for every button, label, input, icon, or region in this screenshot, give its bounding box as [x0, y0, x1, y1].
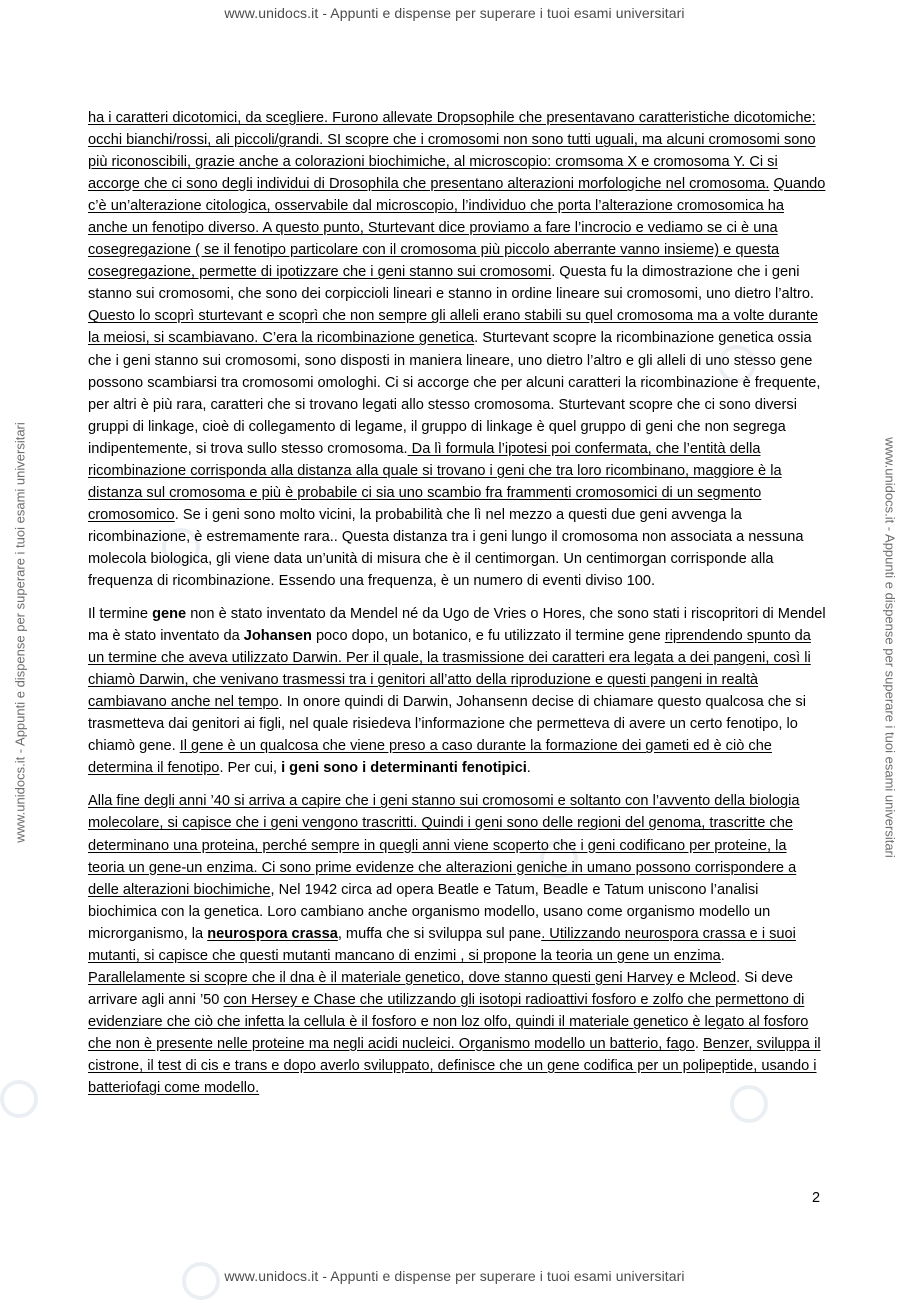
underlined-text: . Utilizzando neurospora crassa e i suoi mutanti, si capisce che questi mutanti mancano di enzimi , si propone la teoria un gene un enzima: [88, 925, 796, 964]
watermark-right: www.unidocs.it - Appunti e dispense per superare i tuoi esami universitari: [882, 437, 898, 858]
text-run: non è stato inventato da Mendel né da Ugo de Vries o Hores, che sono stati i riscopritori di Mendel ma è stato inventato da: [88, 606, 826, 645]
underlined-text: Alla fine degli anni ’40 si arriva a capire che i geni stanno sui cromosomi e soltanto con l’avvento della biologia molecolare, si capisce che i geni vengono trascritti. Quindi i geni sono delle regioni del genoma, trascritte che determinano una proteina, perché sempre in quegli anni viene scoperto che i geni codificano per proteine, la teoria un gene-un enzima. Ci sono prime evidenze che alterazioni geniche in umano possono corrispondere a delle alterazioni biochimiche: [88, 793, 800, 898]
text-run: , muffa che si sviluppa sul pane: [337, 925, 542, 942]
underlined-text: Benzer, sviluppa il cistrone, il test di cis e trans e dopo averlo sviluppato, definisce che un gene codifica per un polipeptide, usando i batteriofagi come modello.: [88, 1035, 821, 1097]
text-run: .: [694, 1035, 703, 1052]
text-run: , Nel 1942 circa ad opera Beatle e Tatum, Beadle e Tatum uniscono l’analisi biochimica con la genetica. Loro cambiano anche organismo modello, usano come organismo modello un microrganismo, la: [88, 881, 771, 942]
text-run: . Sturtevant scopre la ricombinazione genetica ossia che i geni stanno sui cromosomi, sono disposti in maniera lineare, uno dietro l’altro e gli alleli di uno stesso gene possono scambiarsi tra cromosomi omologhi. Ci si accorge che per alcuni caratteri la ricombinazione è frequente, per altri è più rara, caratteri che si trovano legati allo stesso cromosoma. Sturtevant scopre che ci sono diversi gruppi di linkage, cioè di collegamento di legame, il gruppo di linkage è quel gruppo di geni che non segrega indipentemente, si trova sullo stesso cromosoma.: [88, 330, 821, 457]
underlined-text: riprendendo spunto da un termine che aveva utilizzato Darwin. Per il quale, la trasmissione dei caratteri era legata a dei pangeni, così li chiamò Darwin, che venivano trasmessi tra i genitori all’atto della riproduzione e questi pangeni in realtà cambiavano anche nel tempo: [88, 628, 811, 711]
watermark-left: www.unidocs.it - Appunti e dispense per superare i tuoi esami universitari: [12, 422, 28, 843]
watermark-logo-icon: [0, 1080, 38, 1118]
watermark-bottom: www.unidocs.it - Appunti e dispense per superare i tuoi esami universitari: [224, 1268, 685, 1284]
underlined-text: Quando c’è un’alterazione citologica, osservabile dal microscopio, l’individuo che porta l’alterazione cromosomica ha anche un fenotipo diverso. A questo punto, Sturtevant dice proviamo a fare l’incrocio e vediamo se ci è una cosegregazione ( se il fenotipo particolare con il cromosoma più piccolo aberrante vanno insieme) e questa cosegregazione, permette di ipotizzare che i geni stanno sui cromosomi: [88, 176, 826, 281]
bold-text: gene: [152, 606, 187, 623]
paragraph: [88, 603, 826, 779]
text-run: . Questa fu la dimostrazione che i geni stanno sui cromosomi, che sono dei corpiccioli lineari e stanno in ordine lineare sui cromosomi, uno dietro l’altro.: [88, 264, 814, 303]
text-run: poco dopo, un botanico, e fu utilizzato il termine gene: [311, 628, 665, 645]
bold-text: Johansen: [243, 628, 312, 645]
bold-text: i geni sono i determinanti fenotipici: [281, 760, 527, 777]
paragraph: [88, 790, 826, 1099]
text-run: . Per cui,: [219, 760, 282, 777]
underlined-text: Parallelamente si scopre che il dna è il materiale genetico, dove stanno questi geni Harvey e Mcleod: [88, 969, 737, 986]
underlined-text: neurospora crassa: [207, 925, 338, 942]
text-run: . In onore quindi di Darwin, Johansenn decise di chiamare questo qualcosa che si trasmetteva dai genitori ai figli, nel quale risiedeva l’informazione che permetteva di avere un certo fenotipo, lo chiamò gene.: [88, 694, 806, 755]
text-run: Il termine: [88, 606, 153, 623]
underlined-text: Il gene è un qualcosa che viene preso a caso durante la formazione dei gameti ed è ciò che determina il fenotipo: [88, 738, 772, 777]
watermark-logo-icon: [182, 1262, 220, 1300]
document-body: [88, 107, 826, 1110]
underlined-text: Da lì formula l’ipotesi poi confermata, che l’entità della ricombinazione corrisponda alla distanza alla quale si trovano i geni che tra loro ricombinano, maggiore è la distanza sul cromosoma e più è probabile ci sia uno scambio fra frammenti cromosomici di un segmento cromosomico: [88, 440, 782, 523]
watermark-top: www.unidocs.it - Appunti e dispense per superare i tuoi esami universitari: [224, 5, 685, 21]
text-run: .: [526, 760, 531, 777]
underlined-text: Questo lo scoprì sturtevant e scoprì che non sempre gli alleli erano stabili su quel cromosoma ma a volte durante la meiosi, si scambiavano. C’era la ricombinazione genetica: [88, 308, 819, 347]
text-run: . Se i geni sono molto vicini, la probabilità che lì nel mezzo a questi due geni avvenga la ricombinazione, è estremamente rara.. Questa distanza tra i geni lungo il cromosoma non associata a nessuna molecola biologica, gli viene data un’unità di misura che è il centimorgan. Un centimorgan corrisponde alla frequenza di ricombinazione. Essendo una frequenza, è un numero di eventi diviso 100.: [88, 506, 804, 589]
underlined-text: ha i caratteri dicotomici, da scegliere. Furono allevate Dropsophile che presentavano caratteristiche dicotomiche: occhi bianchi/rossi, ali piccoli/grandi. SI scopre che i cromosomi non sono tutti uguali, ma alcuni cromosomi sono più riconoscibili, grazie anche a colorazioni biochimiche, al microscopio: cromsoma X e cromosoma Y. Ci si accorge che ci sono degli individui di Drosophila che presentano alterazioni morfologiche nel cromosoma.: [88, 110, 816, 193]
underlined-text: con Hersey e Chase che utilizzando gli isotopi radioattivi fosforo e zolfo che permettono di evidenziare che ciò che infetta la cellula è il fosforo e non loz olfo, quindi il materiale genetico è legato al fosforo che non è presente nelle proteine ma negli acidi nucleici. Organismo modello un batterio, fago: [88, 991, 809, 1052]
text-run: . Si deve arrivare agli anni ’50: [88, 969, 793, 1008]
page-number: 2: [812, 1190, 821, 1206]
text-run: .: [720, 947, 725, 964]
paragraph: [88, 107, 826, 592]
